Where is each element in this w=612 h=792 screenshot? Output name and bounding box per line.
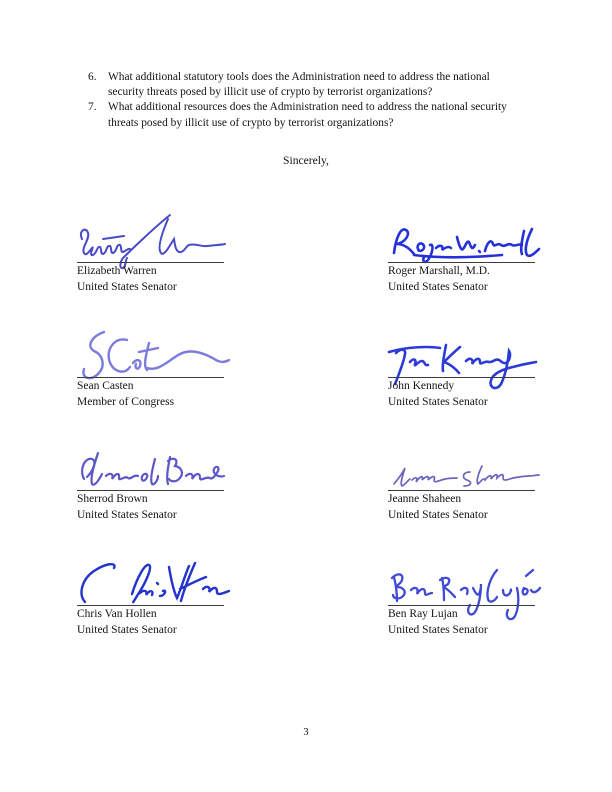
signature-line: [77, 605, 224, 606]
question-text-line: security threats posed by illicit use of crypto by terrorist organizations?: [108, 86, 433, 99]
signature-line: [77, 377, 224, 378]
signatory-name: John Kennedy: [388, 380, 455, 392]
signature-block-roger-marshall: [388, 206, 553, 306]
signatory-name: Sean Casten: [77, 380, 134, 392]
signatory-title: United States Senator: [388, 509, 488, 521]
signature-block-sean-casten: [77, 321, 242, 421]
signatory-title: United States Senator: [77, 624, 177, 636]
signatory-name: Roger Marshall, M.D.: [388, 265, 490, 277]
signature-line: [388, 490, 535, 491]
question-number: 6.: [88, 71, 97, 83]
closing-sincerely: Sincerely,: [283, 154, 329, 167]
signatory-title: Member of Congress: [77, 396, 175, 408]
question-text-line: What additional statutory tools does the Administration need to address the national: [108, 71, 490, 83]
signature-line: [388, 605, 535, 606]
signatory-title: United States Senator: [77, 509, 177, 521]
question-text-line: threats posed by illicit use of crypto by terrorist organizations?: [108, 116, 394, 129]
question-item-7: [88, 100, 540, 130]
signature-block-john-kennedy: [388, 321, 553, 421]
signature-line: [77, 262, 224, 263]
question-number: 7.: [88, 101, 97, 114]
signatory-name: Elizabeth Warren: [77, 265, 157, 277]
signatory-title: United States Senator: [77, 281, 177, 293]
question-item-6: [88, 70, 540, 100]
signatory-name: Sherrod Brown: [77, 493, 148, 505]
signatory-name: Ben Ray Lujan: [388, 608, 458, 620]
signatory-title: United States Senator: [388, 396, 488, 408]
signatory-name: Chris Van Hollen: [77, 608, 157, 620]
signature-block-sherrod-brown: [77, 434, 242, 534]
signatory-title: United States Senator: [388, 624, 488, 636]
signature-block-jeanne-shaheen: [388, 434, 553, 534]
question-text-line: What additional resources does the Administration need to address the national security: [108, 101, 507, 114]
signature-block-elizabeth-warren: [77, 206, 242, 306]
page-number: 3: [303, 727, 309, 738]
question-text: [108, 100, 540, 130]
signatory-name: Jeanne Shaheen: [388, 493, 462, 505]
signature-block-chris-van-hollen: [77, 549, 242, 649]
signature-line: [388, 262, 535, 263]
signatory-title: United States Senator: [388, 281, 488, 293]
signature-line: [388, 377, 535, 378]
signature-line: [77, 490, 224, 491]
signature-block-ben-ray-lujan: [388, 549, 553, 649]
question-list: [88, 70, 540, 131]
question-text: [108, 70, 540, 100]
